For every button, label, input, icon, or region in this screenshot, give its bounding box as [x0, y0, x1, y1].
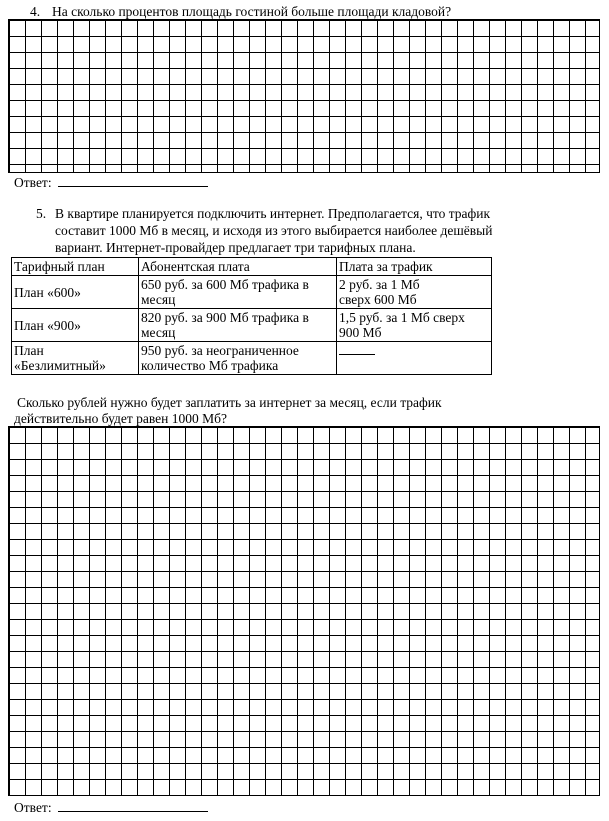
task5-question-line-2: действительно будет равен 1000 Мб?: [14, 411, 227, 426]
traffic-line: 1,5 руб. за 1 Мб сверх: [339, 310, 465, 325]
header-fee: Абонентская плата: [139, 258, 337, 276]
fee-line: месяц: [141, 325, 176, 340]
task4-answer-label: Ответ:: [14, 175, 52, 190]
fee-line: количество Мб трафика: [141, 358, 279, 373]
header-plan: Тарифный план: [12, 258, 139, 276]
traffic-line: 900 Мб: [339, 325, 382, 340]
plan-name: План: [14, 343, 44, 358]
task5-intro-line-1: В квартире планируется подключить интернет. Предполагается, что трафик: [55, 206, 491, 221]
task5-answer-line: [58, 799, 208, 812]
task5-intro-line-3: вариант. Интернет-провайдер предлагает три тарифных плана.: [55, 240, 416, 255]
plan-cell: [12, 309, 139, 342]
traffic-line: сверх 600 Мб: [339, 292, 417, 307]
fee-cell: [139, 276, 337, 309]
task5-answer-grid: [8, 426, 600, 796]
plan-cell: [12, 276, 139, 309]
fee-line: 650 руб. за 600 Мб трафика в: [141, 277, 309, 292]
fee-line: месяц: [141, 292, 176, 307]
task5-answer: [14, 799, 208, 816]
plan-cell: [12, 342, 139, 375]
plan-name: «Безлимитный»: [14, 358, 106, 373]
plan-name: План «600»: [14, 284, 81, 300]
tariff-row-900: [12, 309, 492, 342]
task5-number: 5.: [36, 206, 47, 221]
tariff-table: [11, 257, 492, 375]
fee-cell: [139, 342, 337, 375]
header-traffic: Плата за трафик: [337, 258, 492, 276]
traffic-cell: [337, 309, 492, 342]
task4-answer-line: [58, 174, 208, 187]
fee-line: 820 руб. за 900 Мб трафика в: [141, 310, 309, 325]
task5-question-line-1: Сколько рублей нужно будет заплатить за интернет за месяц, если трафик: [17, 395, 442, 410]
task4-number: 4.: [30, 4, 41, 19]
tariff-row-600: [12, 276, 492, 309]
traffic-line: 2 руб. за 1 Мб: [339, 277, 420, 292]
fee-cell: [139, 309, 337, 342]
no-charge-dash: [339, 344, 375, 355]
traffic-cell: [337, 276, 492, 309]
task4-answer-grid: [8, 19, 600, 173]
fee-line: 950 руб. за неограниченное: [141, 343, 299, 358]
task4-answer: [14, 174, 208, 191]
traffic-cell: [337, 342, 492, 375]
tariff-table-header: [12, 258, 492, 276]
tariff-row-unlimited: [12, 342, 492, 375]
task4-question: На сколько процентов площадь гостиной больше площади кладовой?: [52, 4, 452, 19]
task5-intro-line-2: составит 1000 Мб в месяц, и исходя из этого выбирается наиболее дешёвый: [55, 223, 493, 238]
plan-name: План «900»: [14, 317, 81, 333]
task5-answer-label: Ответ:: [14, 800, 52, 815]
